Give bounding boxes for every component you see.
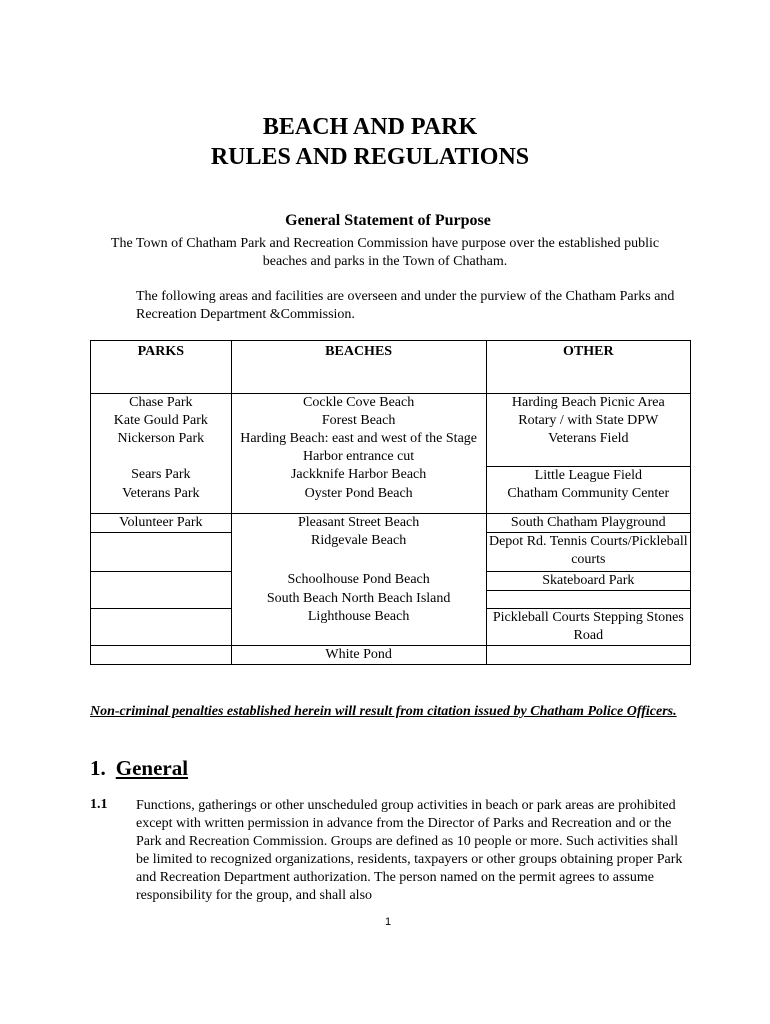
table-cell: Volunteer Park — [91, 513, 232, 532]
purpose-paragraph: The Town of Chatham Park and Recreation Commission have purpose over the established public beaches and parks in the Town of Chatham. — [110, 236, 660, 269]
clause-number: 1.1 — [90, 797, 108, 812]
section-heading — [90, 756, 188, 781]
table-cell: Ridgevale Beach — [231, 532, 486, 571]
table-cell — [486, 590, 690, 608]
table-cell: Chatham Community Center — [486, 485, 690, 514]
section-number: 1. — [90, 756, 106, 780]
table-header-beaches: BEACHES — [231, 341, 486, 394]
table-cell: Veterans Field — [486, 430, 690, 466]
table-cell — [91, 645, 232, 664]
table-cell: Lighthouse Beach — [231, 608, 486, 645]
table-cell: Schoolhouse Pond Beach — [231, 571, 486, 590]
table-cell — [91, 608, 232, 645]
table-row — [91, 412, 691, 430]
table-row — [91, 485, 691, 514]
table-cell: Little League Field — [486, 466, 690, 485]
table-cell: Harding Beach: east and west of the Stage Harbor entrance cut — [231, 430, 486, 466]
table-cell: Veterans Park — [91, 485, 232, 514]
table-row — [91, 590, 691, 608]
clause-text: Functions, gatherings or other unscheduled group activities in beach or park areas are prohibited except with written permission in advance from the Director of Parks and Recreation and or the Park and Recreation Commission. Groups are defined as 10 people or more. Such activities shall be limited to recognized organizations, residents, taxpayers or other groups obtaining proper Park and Recreation Department authorization. The person named on the permit agrees to assume responsibility for the group, and shall also — [136, 798, 683, 903]
table-row — [91, 571, 691, 590]
table-cell: Oyster Pond Beach — [231, 485, 486, 514]
table-row — [91, 608, 691, 645]
table-row — [91, 430, 691, 466]
penalty-notice: Non-criminal penalties established herein will result from citation issued by Chatham Police Officers. — [90, 704, 677, 719]
page-number: 1 — [384, 916, 392, 928]
table-header-row — [91, 341, 691, 394]
table-cell: South Beach North Beach Island — [231, 590, 486, 608]
table-cell: Pickleball Courts Stepping Stones Road — [486, 608, 690, 645]
table-header-parks: PARKS — [91, 341, 232, 394]
areas-table — [90, 340, 691, 665]
table-row — [91, 466, 691, 485]
document-title-line-2: RULES AND REGULATIONS — [210, 144, 530, 170]
section-title: General — [115, 756, 189, 780]
table-cell: Forest Beach — [231, 412, 486, 430]
intro-paragraph: The following areas and facilities are overseen and under the purview of the Chatham Parks and Recreation Department &Commission. — [136, 289, 675, 322]
table-cell: Harding Beach Picnic Area — [486, 394, 690, 413]
table-cell: Sears Park — [91, 466, 232, 485]
table-cell: Depot Rd. Tennis Courts/Pickleball courts — [486, 532, 690, 571]
table-cell: Chase Park — [91, 394, 232, 413]
table-cell: Rotary / with State DPW — [486, 412, 690, 430]
table-row — [91, 645, 691, 664]
purpose-heading: General Statement of Purpose — [285, 212, 491, 229]
table-cell: Jackknife Harbor Beach — [231, 466, 486, 485]
table-cell: White Pond — [231, 645, 486, 664]
table-cell — [91, 571, 232, 590]
table-cell: South Chatham Playground — [486, 513, 690, 532]
document-title-line-1: BEACH AND PARK — [262, 114, 478, 140]
table-header-other: OTHER — [486, 341, 690, 394]
table-cell: Cockle Cove Beach — [231, 394, 486, 413]
table-cell: Kate Gould Park — [91, 412, 232, 430]
table-cell — [91, 590, 232, 608]
table-cell — [486, 645, 690, 664]
table-cell: Skateboard Park — [486, 571, 690, 590]
table-cell: Nickerson Park — [91, 430, 232, 466]
table-row — [91, 394, 691, 413]
table-row — [91, 532, 691, 571]
table-cell: Pleasant Street Beach — [231, 513, 486, 532]
table-cell — [91, 532, 232, 571]
table-row — [91, 513, 691, 532]
